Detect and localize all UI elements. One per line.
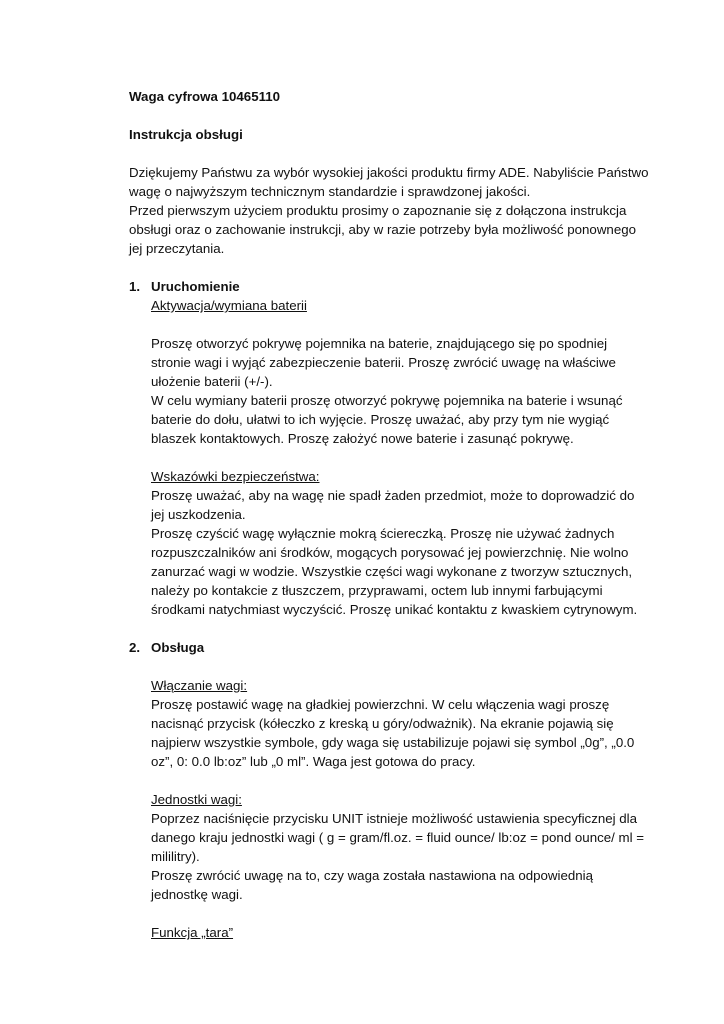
intro-block — [129, 163, 649, 258]
body-paragraph: W celu wymiany baterii proszę otworzyć pokrywę pojemnika na baterie i wsunąć baterie do dołu, ułatwi to ich wyjęcie. Proszę uważać, aby przy tym nie wygiąć blaszek kontaktowych. Proszę założyć nowe baterie i zasunąć pokrywę. — [151, 393, 623, 446]
body-paragraph: Proszę uważać, aby na wagę nie spadł żaden przedmiot, może to doprowadzić do jej uszkodzenia. — [151, 488, 635, 522]
subsection-heading: Funkcja „tara” — [151, 925, 234, 940]
section-title: Obsługa — [151, 640, 205, 655]
body-paragraph: Proszę czyścić wagę wyłącznie mokrą ściereczką. Proszę nie używać żadnych rozpuszczalników ani środków, mogących porysować jej powierzchnię. Nie wolno zanurzać wagi w wodzie. Wszystkie części wagi wykonane z tworzyw sztucznych, należy po kontakcie z tłuszczem, przyprawami, octem lub innymi farbującymi środkami natychmiast wyczyścić. Proszę unikać kontaktu z kwaskiem cytrynowym. — [151, 526, 638, 617]
section-number: 2. — [129, 640, 141, 655]
section-2 — [129, 638, 649, 942]
subsection-heading: Wskazówki bezpieczeństwa: — [151, 469, 320, 484]
body-paragraph: Proszę postawić wagę na gładkiej powierzchni. W celu włączenia wagi proszę nacisnąć przycisk (kółeczko z kreską u góry/odważnik). Na ekranie pojawią się najpierw wszystkie symbole, gdy waga się ustabilizuje pojawi się symbol „0g”, „0.0 oz”, 0: 0.0 lb:oz” lub „0 ml”. Waga jest gotowa do pracy. — [151, 697, 635, 769]
subsection-heading: Włączanie wagi: — [151, 678, 248, 693]
section-2-heading — [129, 638, 649, 657]
intro-paragraph: Dziękujemy Państwu za wybór wysokiej jakości produktu firmy ADE. Nabyliście Państwo wagę o najwyższym technicznym standardzie i sprawdzonej jakości. — [129, 165, 649, 199]
section-2-body — [151, 657, 649, 942]
body-paragraph: Proszę otworzyć pokrywę pojemnika na baterie, znajdującego się po spodniej stronie wagi i wyjąć zabezpieczenie baterii. Proszę zwrócić uwagę na właściwe ułożenie baterii (+/-). — [151, 336, 616, 389]
section-1-body — [151, 296, 649, 619]
section-1-heading — [129, 277, 649, 296]
section-1 — [129, 277, 649, 619]
intro-paragraph: Przed pierwszym użyciem produktu prosimy o zapoznanie się z dołączona instrukcja obsługi oraz o zachowanie instrukcji, aby w razie potrzeby była możliwość ponownego jej przeczytania. — [129, 203, 637, 256]
subsection-heading: Aktywacja/wymiana baterii — [151, 298, 307, 313]
body-paragraph: Poprzez naciśnięcie przycisku UNIT istnieje możliwość ustawienia specyficznej dla danego kraju jednostki wagi ( g = gram/fl.oz. = fluid ounce/ lb:oz = pond ounce/ ml = mililitry). — [151, 811, 645, 864]
subsection-heading: Jednostki wagi: — [151, 792, 242, 807]
body-paragraph: Proszę zwrócić uwagę na to, czy waga została nastawiona na odpowiednią jednostkę wagi. — [151, 868, 594, 902]
document-subtitle: Instrukcja obsługi — [129, 127, 243, 142]
section-title: Uruchomienie — [151, 279, 240, 294]
document-title: Waga cyfrowa 10465110 — [129, 89, 281, 104]
section-number: 1. — [129, 279, 141, 294]
document-content — [129, 87, 649, 942]
